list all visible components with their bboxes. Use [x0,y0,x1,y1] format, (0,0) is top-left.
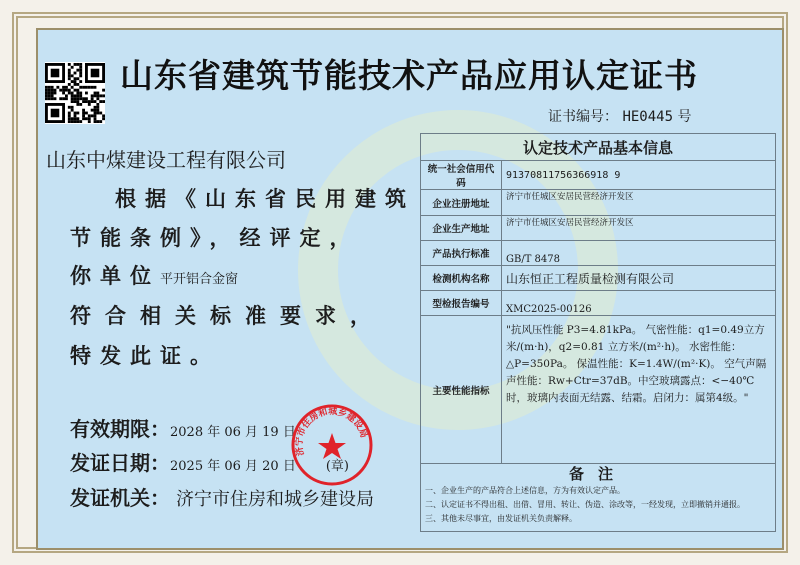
your-unit-label: 你单位 [70,264,160,288]
row-value: XMC2025-00126 [502,291,776,316]
qr-code [45,62,105,124]
issuer-label: 发证机关： [70,486,170,510]
row-value: 济宁市任城区安居民营经济开发区 [502,190,776,216]
table-row [421,216,776,241]
row-value: GB/T 8478 [502,241,776,266]
cert-number-value: HE0445 [622,109,674,125]
row-label: 企业生产地址 [421,216,502,241]
validity-value: 2028 年 06 月 19 日 [170,425,296,440]
issuer-value: 济宁市住房和城乡建设局 [176,489,374,510]
row-label: 型检报告编号 [421,291,502,316]
validity-row [70,413,296,442]
row-label: 检测机构名称 [421,266,502,291]
seal-text: 济宁市住房和城乡建设局 [294,407,369,457]
star-icon [318,433,346,459]
table-row [421,190,776,216]
validity-label: 有效期限： [70,417,170,441]
official-seal [290,403,374,487]
row-value: 91370811756366918 9 [502,161,776,190]
body-line-4: 符合相关标准要求， [70,304,385,328]
notes-title: 备注 [568,465,627,483]
row-label: 产品执行标准 [421,241,502,266]
company-name: 山东中煤建设工程有限公司 [46,148,286,172]
row-label: 企业注册地址 [421,190,502,216]
table-row [421,266,776,291]
product-info-table [420,133,776,532]
row-value: 山东恒正工程质量检测有限公司 [502,266,776,291]
issue-date-value: 2025 年 06 月 20 日 [170,459,296,474]
table-row [421,161,776,190]
body-line-1: 根据《山东省民用建筑 [115,187,415,211]
row-label: 统一社会信用代码 [421,161,502,190]
body-line-3 [70,260,238,290]
body-line-2: 节能条例》，经评定， [70,226,360,250]
table-row [421,291,776,316]
row-value: 济宁市任城区安居民营经济开发区 [502,216,776,241]
table-row [421,316,776,464]
product-name: 平开铝合金窗 [160,272,239,287]
cert-number-suffix: 号 [677,109,692,125]
table-row [421,241,776,266]
body-line-5: 特发此证。 [70,344,220,368]
notes-section [421,464,776,532]
issue-date-label: 发证日期： [70,451,170,475]
note-item: 一、企业生产的产品符合上述信息，方为有效认定产品。 [425,486,625,495]
row-label: 主要性能指标 [421,316,502,464]
note-item: 二、认定证书不得出租、出借、冒用、转让、伪造、涂改等，一经发现，立即撤销并通报。 [425,500,745,509]
certificate-title: 山东省建筑节能技术产品应用认定证书 [120,56,698,95]
table-header: 认定技术产品基本信息 [421,134,776,161]
cert-number-label: 证书编号： [548,109,618,125]
note-item: 三、其他未尽事宜，由发证机关负责解释。 [425,514,577,523]
seal-mark: (章) [325,459,349,474]
certificate-number [548,106,691,126]
performance-value: "抗风压性能 P3=4.81kPa。 气密性能：q1=0.49立方米/(m·h)，q2=0.81 立方米/(m²·h)。 水密性能：△P=350Pa。 保温性能：K=1.4W/(m²·K)。 空气声隔声性能：Rw+Ctr=37dB。中空玻璃露点：<−40℃时，玻璃内表面无结露、结霜。启闭力：属第4级。" [502,316,776,464]
